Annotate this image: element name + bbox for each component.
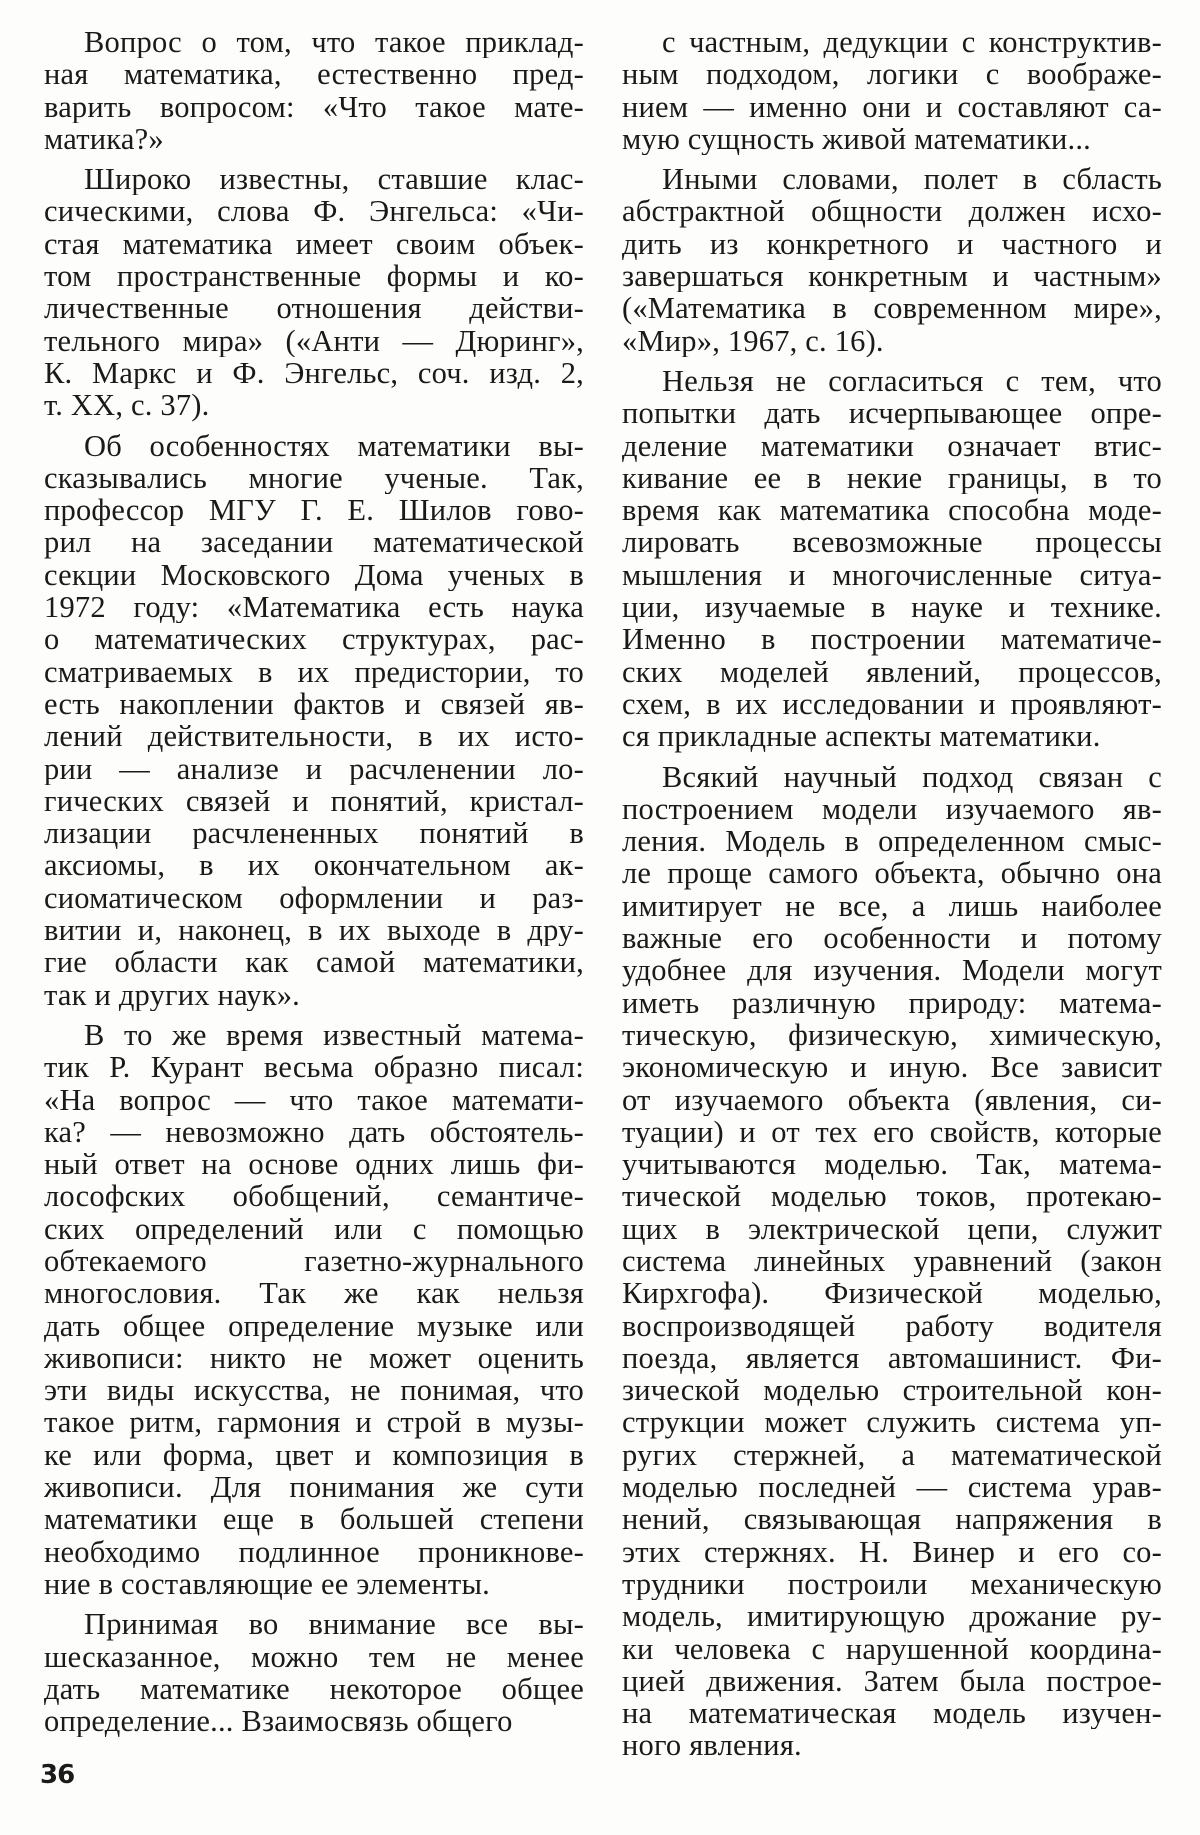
- text-line: многословия. Так же как нельзя: [44, 1277, 584, 1310]
- text-line: Вопрос о том, что такое приклад-: [84, 26, 584, 59]
- paragraph: [622, 26, 1162, 155]
- text-line: шесказанное, можно тем не менее: [44, 1640, 584, 1673]
- text-line: дать математике некоторое общее: [44, 1672, 584, 1706]
- text-line: нений, связывающая напряжения в: [622, 1503, 1162, 1536]
- page-number: 36: [40, 1760, 75, 1790]
- text-line: Принимая во внимание все вы-: [84, 1608, 584, 1641]
- paragraph: [44, 163, 584, 421]
- text-line: Именно в построении математиче-: [622, 623, 1162, 656]
- text-line: тельного мира» («Анти — Дюринг»,: [44, 324, 584, 357]
- text-line: сиоматическом оформлении и раз-: [44, 881, 584, 915]
- text-line: живописи. Для понимания же сути: [44, 1471, 584, 1504]
- text-line: струкции может служить система уп-: [622, 1406, 1162, 1439]
- text-line: попытки дать исчерпывающее опре-: [622, 397, 1162, 430]
- text-line: кивание ее в некие границы, в то: [622, 461, 1162, 495]
- text-line: мую сущность живой математики...: [622, 122, 1091, 156]
- text-line: обтекаемого газетно-журнального: [44, 1244, 584, 1278]
- text-line: 1972 году: «Математика есть наука: [44, 591, 584, 624]
- text-line: щих в электрической цепи, служит: [622, 1212, 1162, 1245]
- paragraph: [44, 1608, 584, 1737]
- text-line: такое ритм, гармония и строй в музы-: [44, 1406, 584, 1439]
- text-line: «На вопрос — что такое математи-: [44, 1083, 584, 1116]
- text-line: от изучаемого объекта (явления, си-: [622, 1083, 1162, 1116]
- text-line: живописи: никто не может оценить: [44, 1341, 584, 1375]
- text-line: есть накоплении фактов и связей яв-: [44, 687, 584, 721]
- text-line: схем, в их исследовании и проявляют-: [622, 687, 1162, 721]
- text-line: аксиомы, в их окончательном ак-: [44, 849, 584, 882]
- text-line: построением модели изучаемого яв-: [622, 792, 1162, 826]
- text-line: дить из конкретного и частного и: [622, 227, 1162, 261]
- text-line: т. XX, с. 37).: [44, 389, 210, 422]
- text-line: ских моделей явлений, процессов,: [622, 655, 1162, 688]
- text-line: стая математика имеет своим объек-: [44, 227, 584, 261]
- text-line: необходимо подлинное проникнове-: [44, 1535, 584, 1568]
- text-line: дать общее определение музыке или: [44, 1309, 584, 1342]
- text-line: воспроизводящей работу водителя: [622, 1309, 1162, 1342]
- text-line: ся прикладные аспекты математики.: [622, 720, 1101, 753]
- paragraph: [44, 1019, 584, 1600]
- text-line: модель, имитирующую дрожание ру-: [622, 1600, 1162, 1633]
- text-line: Нельзя не согласиться с тем, что: [662, 364, 1162, 398]
- paragraph: [622, 163, 1162, 357]
- text-line: мышления и многочисленные ситуа-: [622, 558, 1162, 592]
- text-line: математики еще в большей степени: [44, 1503, 584, 1536]
- text-line: том пространственные формы и ко-: [44, 260, 584, 293]
- text-line: учитываются моделью. Так, матема-: [622, 1148, 1162, 1181]
- text-line: гических связей и понятий, кристал-: [44, 784, 584, 818]
- text-line: личественные отношения действи-: [44, 292, 584, 325]
- text-line: ным подходом, логики с воображе-: [622, 58, 1162, 91]
- text-line: на математическая модель изучен-: [622, 1697, 1162, 1730]
- text-line: ления. Модель в определенном смыс-: [622, 825, 1162, 858]
- text-line: система линейных уравнений (закон: [622, 1244, 1162, 1278]
- text-line: Об особенностях математики вы-: [84, 429, 584, 462]
- text-line: ке или форма, цвет и композиция в: [44, 1438, 584, 1472]
- paragraph: [44, 26, 584, 155]
- text-line: лизации расчлененных понятий в: [44, 817, 584, 850]
- paragraph: [622, 365, 1162, 753]
- text-line: ских определений или с помощью: [44, 1212, 584, 1245]
- text-line: экономическую и иную. Все зависит: [622, 1051, 1162, 1084]
- text-line: ругих стержней, а математической: [622, 1438, 1162, 1472]
- text-line: сматриваемых в их предистории, то: [44, 655, 584, 688]
- text-line: ного явления.: [622, 1729, 802, 1762]
- text-line: матика?»: [44, 122, 164, 156]
- text-line: трудники построили механическую: [622, 1567, 1162, 1601]
- text-line: варить вопросом: «Что такое мате-: [44, 90, 584, 123]
- text-line: Иными словами, полет в сбласть: [662, 163, 1162, 196]
- text-line: гие области как самой математики,: [44, 946, 584, 979]
- text-line: ние в составляющие ее элементы.: [44, 1567, 490, 1601]
- text-line: ный ответ на основе одних лишь фи-: [44, 1148, 584, 1181]
- text-line: определение... Взаимосвязь общего: [44, 1705, 513, 1738]
- text-line: ле проще самого объекта, обычно она: [622, 857, 1162, 890]
- text-line: сказывались многие ученые. Так,: [44, 461, 584, 495]
- text-line: туации) и от тех его свойств, которые: [622, 1115, 1162, 1149]
- text-line: деление математики означает втис-: [622, 429, 1162, 462]
- text-line: важные его особенности и потому: [622, 922, 1162, 955]
- right-column: [622, 26, 1162, 1770]
- text-line: цией движения. Затем была построе-: [622, 1664, 1162, 1698]
- text-line: нием — именно они и составляют са-: [622, 90, 1162, 123]
- text-line: рил на заседании математической: [44, 526, 584, 559]
- text-line: («Математика в современном мире»,: [622, 292, 1162, 325]
- text-line: тик Р. Курант весьма образно писал:: [44, 1051, 584, 1084]
- text-line: имитирует не все, а лишь наиболее: [622, 889, 1162, 923]
- text-line: В то же время известный матема-: [84, 1018, 584, 1052]
- text-line: Широко известны, ставшие клас-: [84, 163, 584, 196]
- text-line: «Мир», 1967, с. 16).: [622, 324, 884, 357]
- text-line: так и других наук».: [44, 978, 301, 1011]
- text-line: Всякий научный подход связан с: [662, 760, 1162, 793]
- text-line: этих стержнях. Н. Винер и его со-: [622, 1535, 1162, 1568]
- text-line: К. Маркс и Ф. Энгельс, соч. изд. 2,: [44, 356, 584, 390]
- text-line: сическими, слова Ф. Энгельса: «Чи-: [44, 195, 584, 228]
- paragraph: [622, 761, 1162, 1762]
- text-line: лировать всевозможные процессы: [622, 526, 1162, 559]
- paragraph: [44, 430, 584, 1011]
- text-line: профессор МГУ Г. Е. Шилов гово-: [44, 494, 584, 527]
- text-line: эти виды искусства, не понимая, что: [44, 1374, 584, 1407]
- text-line: абстрактной общности должен исхо-: [622, 195, 1162, 228]
- text-line: витии и, наконец, в их выходе в дру-: [44, 914, 584, 947]
- text-line: рии — анализе и расчленении ло-: [44, 752, 584, 785]
- text-line: время как математика способна моде-: [622, 494, 1162, 527]
- text-line: тической моделью токов, протекаю-: [622, 1180, 1162, 1213]
- text-line: секции Московского Дома ученых в: [44, 558, 584, 592]
- left-column: [44, 26, 584, 1745]
- text-line: лософских обобщений, семантиче-: [44, 1180, 584, 1213]
- text-line: моделью последней — система урав-: [622, 1471, 1162, 1504]
- text-line: Кирхгофа). Физической моделью,: [622, 1277, 1162, 1310]
- text-line: ная математика, естественно пред-: [44, 58, 584, 91]
- text-line: о математических структурах, рас-: [44, 623, 584, 656]
- text-line: ки человека с нарушенной координа-: [622, 1632, 1162, 1665]
- text-line: иметь различную природу: матема-: [622, 986, 1162, 1019]
- text-line: ка? — невозможно дать обстоятель-: [44, 1115, 584, 1149]
- text-line: с частным, дедукции с конструктив-: [662, 26, 1162, 59]
- text-line: удобнее для изучения. Модели могут: [622, 954, 1162, 987]
- text-line: лений действительности, в их исто-: [44, 720, 584, 753]
- text-line: поезда, является автомашинист. Фи-: [622, 1341, 1162, 1375]
- text-line: зической моделью строительной кон-: [622, 1374, 1162, 1407]
- text-line: тическую, физическую, химическую,: [622, 1018, 1162, 1052]
- text-line: завершаться конкретным и частным»: [622, 260, 1162, 293]
- text-line: ции, изучаемые в науке и технике.: [622, 591, 1162, 624]
